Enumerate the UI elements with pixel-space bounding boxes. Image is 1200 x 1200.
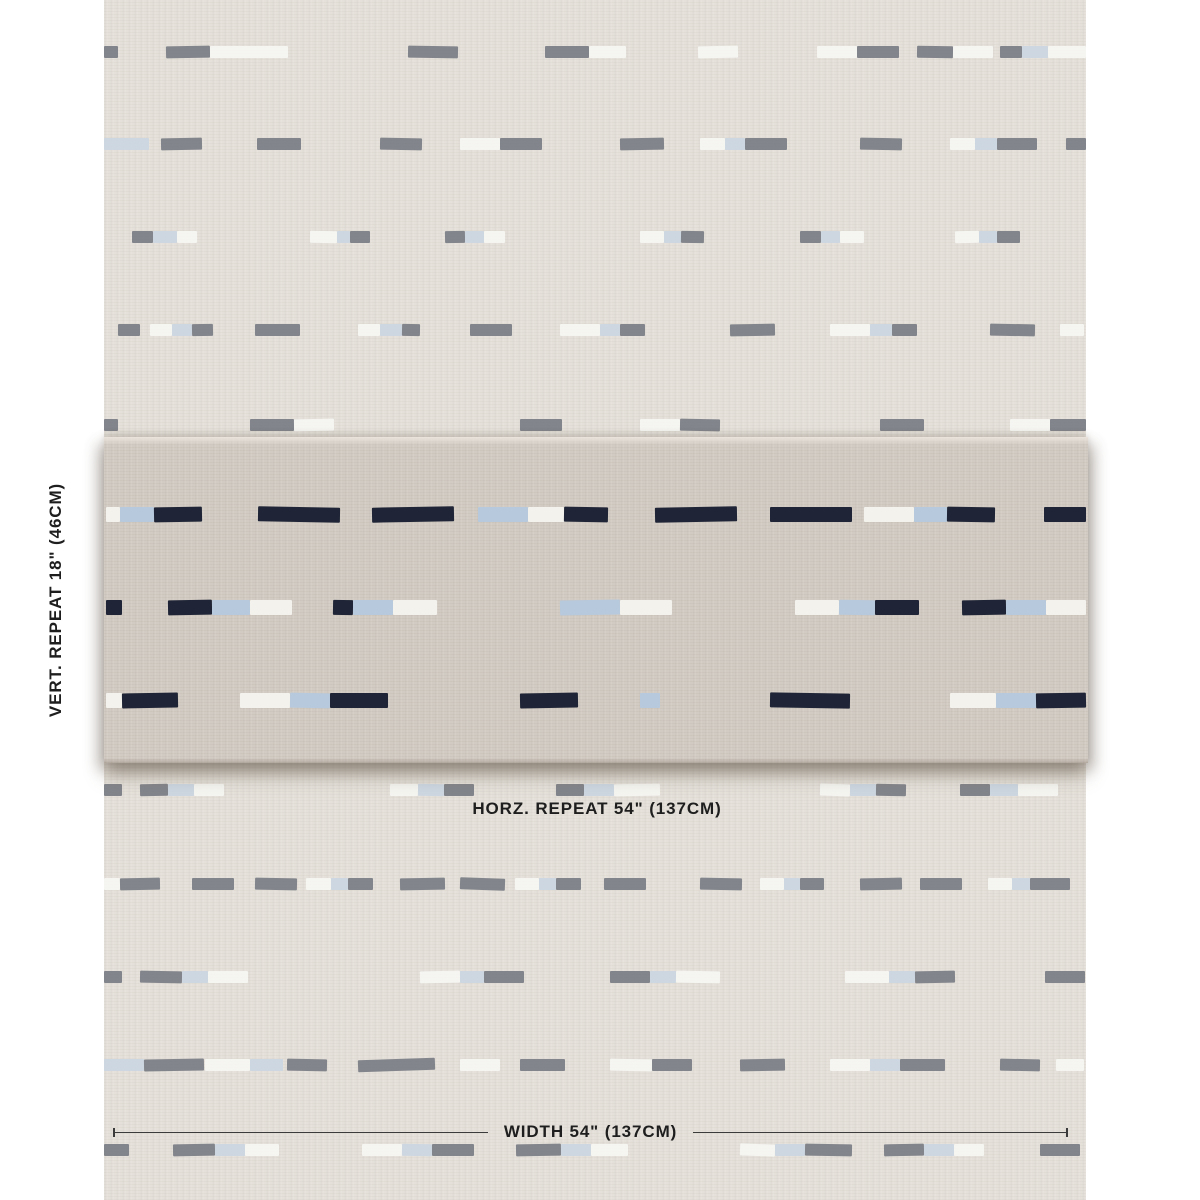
pattern-dash: [996, 693, 1036, 708]
horz-repeat-label: [472, 799, 721, 819]
pattern-dash: [528, 507, 564, 522]
pattern-dash: [1066, 138, 1086, 150]
pattern-dash: [556, 784, 584, 796]
pattern-dash: [775, 1144, 805, 1156]
pattern-dash: [465, 231, 484, 243]
pattern-dash: [290, 692, 330, 708]
pattern-dash: [161, 138, 202, 151]
pattern-dash: [250, 1059, 283, 1071]
horz-repeat-label-text: HORZ. REPEAT: [472, 799, 609, 818]
pattern-dash: [331, 878, 348, 890]
pattern-dash: [620, 600, 672, 615]
pattern-dash: [1048, 46, 1086, 58]
pattern-dash: [1006, 600, 1046, 615]
pattern-dash: [353, 600, 393, 615]
pattern-dash: [257, 138, 301, 150]
pattern-dash: [350, 231, 370, 243]
pattern-dash: [876, 784, 906, 797]
pattern-dash: [915, 971, 955, 984]
pattern-dash: [979, 231, 997, 243]
pattern-dash: [950, 693, 996, 708]
pattern-dash: [192, 324, 213, 336]
pattern-dash: [168, 599, 212, 615]
pattern-dash: [104, 138, 149, 150]
pattern-dash: [860, 138, 902, 151]
pattern-dash: [484, 231, 505, 243]
pattern-dash: [584, 784, 614, 796]
pattern-dash: [954, 1144, 984, 1156]
pattern-dash: [444, 784, 474, 796]
pattern-dash: [745, 138, 787, 150]
pattern-dash: [800, 878, 824, 890]
pattern-dash: [650, 971, 676, 983]
pattern-dash: [1030, 878, 1070, 890]
pattern-dash: [860, 878, 902, 891]
pattern-dash: [358, 324, 380, 336]
pattern-dash: [664, 231, 681, 243]
pattern-dash: [845, 971, 889, 983]
pattern-dash: [997, 138, 1037, 150]
pattern-dash: [144, 1058, 204, 1071]
pattern-dash: [820, 783, 850, 796]
fabric-repeat-band: [104, 437, 1088, 763]
pattern-dash: [839, 599, 875, 615]
pattern-dash: [1036, 692, 1086, 708]
pattern-dash: [470, 324, 512, 336]
pattern-dash: [864, 507, 914, 522]
pattern-dash: [1046, 600, 1086, 615]
width-label: [488, 1122, 693, 1142]
pattern-dash: [924, 1144, 954, 1156]
pattern-dash: [740, 1143, 775, 1156]
pattern-dash: [132, 231, 153, 243]
pattern-dash: [830, 1059, 870, 1071]
pattern-dash: [564, 506, 608, 522]
pattern-dash: [700, 138, 725, 150]
pattern-dash: [258, 506, 340, 522]
pattern-dash: [240, 693, 290, 708]
pattern-dash: [168, 784, 194, 796]
pattern-dash: [177, 231, 197, 243]
pattern-dash: [337, 231, 350, 243]
pattern-dash: [990, 324, 1035, 337]
pattern-dash: [192, 878, 234, 890]
pattern-dash: [255, 878, 297, 891]
pattern-dash: [400, 878, 445, 891]
pattern-dash: [770, 507, 852, 522]
pattern-dash: [997, 231, 1020, 243]
pattern-dash: [640, 231, 664, 243]
pattern-dash: [561, 1144, 591, 1156]
pattern-dash: [655, 506, 737, 522]
pattern-dash: [1044, 507, 1086, 522]
pattern-dash: [172, 324, 192, 336]
pattern-dash: [250, 600, 292, 615]
pattern-dash: [348, 878, 373, 890]
pattern-dash: [420, 971, 460, 984]
pattern-dash: [640, 693, 660, 708]
pattern-dash: [205, 1059, 250, 1071]
pattern-dash: [962, 599, 1006, 615]
pattern-dash: [760, 878, 784, 890]
pattern-dash: [104, 1144, 129, 1156]
pattern-dash: [287, 1059, 327, 1072]
pattern-dash: [372, 506, 454, 522]
pattern-dash: [245, 1144, 279, 1156]
pattern-dash: [460, 1059, 500, 1071]
pattern-dash: [106, 507, 120, 522]
pattern-dash: [520, 692, 578, 708]
pattern-dash: [515, 878, 539, 890]
pattern-dash: [955, 231, 979, 243]
pattern-dash: [104, 971, 122, 983]
pattern-dash: [520, 419, 562, 431]
pattern-dash: [402, 324, 420, 336]
pattern-dash: [560, 324, 600, 336]
pattern-dash: [306, 878, 331, 890]
pattern-dash: [460, 877, 505, 891]
pattern-dash: [418, 784, 444, 796]
pattern-dash: [784, 878, 800, 890]
horz-repeat-label-value: 54" (137CM): [613, 799, 722, 818]
pattern-dash: [1000, 46, 1022, 58]
pattern-dash: [330, 693, 388, 708]
pattern-dash: [850, 784, 876, 796]
pattern-dash: [990, 784, 1018, 796]
pattern-dash: [620, 138, 664, 151]
pattern-dash: [208, 971, 248, 983]
pattern-dash: [840, 231, 864, 243]
pattern-dash: [393, 600, 437, 615]
pattern-dash: [817, 46, 857, 58]
pattern-dash: [122, 692, 178, 708]
pattern-dash: [975, 138, 997, 150]
pattern-dash: [484, 971, 524, 983]
pattern-dash: [545, 46, 589, 58]
pattern-dash: [500, 138, 542, 150]
pattern-dash: [140, 784, 168, 796]
pattern-dash: [676, 971, 720, 984]
pattern-dash: [194, 784, 224, 796]
pattern-dash: [432, 1144, 474, 1156]
pattern-dash: [120, 507, 154, 522]
pattern-dash: [215, 1144, 245, 1156]
pattern-dash: [1000, 1059, 1040, 1072]
pattern-dash: [917, 46, 953, 59]
width-label-value: 54" (137CM): [569, 1122, 678, 1141]
pattern-dash: [889, 971, 915, 983]
pattern-dash: [800, 231, 821, 243]
pattern-dash: [698, 46, 738, 59]
pattern-dash: [390, 784, 418, 796]
pattern-dash: [640, 419, 680, 431]
pattern-dash: [589, 46, 626, 58]
pattern-dash: [106, 600, 122, 615]
pattern-dash: [460, 971, 484, 983]
pattern-dash: [730, 324, 775, 337]
pattern-dash: [310, 231, 337, 243]
pattern-dash: [362, 1144, 402, 1156]
pattern-dash: [604, 878, 646, 890]
pattern-dash: [1012, 878, 1030, 890]
pattern-dash: [460, 138, 500, 150]
vert-repeat-label-value: 18" (46CM): [46, 482, 65, 581]
dimension-line-right: [693, 1132, 1066, 1133]
pattern-dash: [805, 1144, 852, 1157]
pattern-dash: [166, 46, 210, 59]
pattern-dash: [1056, 1059, 1084, 1071]
pattern-dash: [1040, 1144, 1080, 1156]
pattern-dash: [900, 1059, 945, 1071]
width-label-text: WIDTH: [503, 1122, 565, 1141]
pattern-dash: [681, 231, 704, 243]
pattern-dash: [402, 1144, 432, 1157]
pattern-dash: [875, 600, 919, 615]
pattern-dash: [1045, 971, 1085, 983]
pattern-dash: [795, 600, 839, 615]
pattern-dash: [408, 46, 458, 59]
pattern-dash: [950, 138, 975, 150]
pattern-dash: [884, 1144, 924, 1157]
pattern-dash: [520, 1059, 565, 1071]
pattern-dash: [740, 1059, 785, 1072]
pattern-dash: [380, 324, 402, 336]
pattern-dash: [821, 231, 840, 243]
pattern-dash: [150, 324, 172, 336]
pattern-dash: [104, 1059, 144, 1071]
pattern-dash: [210, 46, 288, 58]
pattern-dash: [539, 878, 556, 890]
pattern-dash: [104, 784, 122, 796]
pattern-dash: [1060, 324, 1084, 336]
width-dimension: [113, 1123, 1068, 1141]
pattern-dash: [104, 419, 118, 431]
pattern-dash: [294, 419, 334, 432]
pattern-dash: [140, 971, 182, 984]
pattern-dash: [614, 784, 660, 797]
pattern-dash: [680, 419, 720, 432]
pattern-dash: [920, 878, 962, 890]
dimension-tick-right: [1066, 1128, 1068, 1137]
pattern-dash: [947, 506, 995, 522]
pattern-dash: [892, 324, 917, 336]
pattern-dash: [104, 46, 118, 58]
vert-repeat-label-text: VERT. REPEAT: [46, 585, 65, 718]
pattern-dash: [120, 878, 160, 891]
pattern-dash: [857, 46, 899, 58]
pattern-dash: [591, 1144, 628, 1156]
pattern-dash: [953, 46, 993, 58]
pattern-dash: [914, 507, 947, 522]
pattern-dash: [610, 1059, 652, 1072]
pattern-dash: [516, 1144, 561, 1157]
pattern-dash: [445, 231, 465, 243]
pattern-dash: [380, 138, 422, 151]
pattern-dash: [610, 971, 650, 983]
pattern-dash: [652, 1059, 692, 1071]
pattern-dash: [173, 1144, 215, 1157]
pattern-dash: [153, 231, 177, 243]
pattern-dash: [600, 324, 620, 336]
pattern-dash: [333, 599, 353, 614]
pattern-dash: [880, 419, 924, 431]
pattern-dash: [830, 324, 870, 336]
pattern-dash: [725, 138, 745, 150]
pattern-dash: [1018, 784, 1058, 796]
pattern-dash: [104, 878, 120, 890]
pattern-dash: [358, 1058, 435, 1073]
pattern-dash: [1010, 419, 1050, 431]
pattern-dash: [770, 692, 850, 708]
pattern-dash: [1050, 419, 1086, 431]
pattern-dash: [620, 324, 645, 336]
pattern-dash: [106, 693, 122, 708]
pattern-dash: [255, 324, 300, 336]
pattern-dash: [988, 878, 1012, 890]
pattern-dash: [182, 971, 208, 983]
pattern-dash: [556, 878, 581, 890]
pattern-dash: [560, 599, 620, 615]
pattern-dash: [870, 324, 892, 336]
pattern-dash: [1022, 46, 1048, 58]
pattern-dash: [212, 600, 250, 615]
pattern-dash: [870, 1059, 900, 1071]
pattern-dash: [960, 784, 990, 796]
pattern-dash: [478, 507, 528, 522]
vert-repeat-label: [46, 483, 66, 717]
dimension-line-left: [115, 1132, 488, 1133]
pattern-dash: [700, 878, 742, 891]
pattern-dash: [154, 506, 202, 522]
pattern-dash: [250, 419, 294, 431]
pattern-dash: [118, 324, 140, 336]
